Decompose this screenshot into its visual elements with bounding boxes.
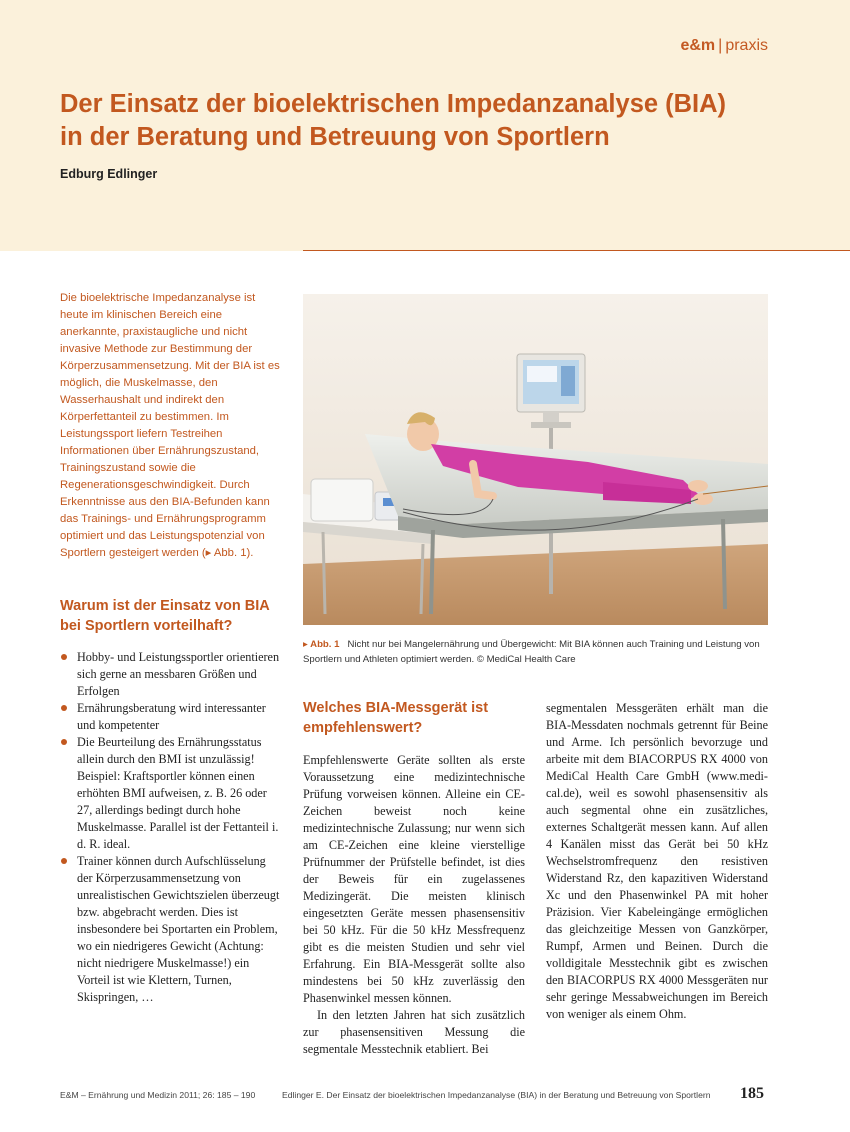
caption-text: Nicht nur bei Mangelernährung und Übergewicht: Mit BIA können auch Training und Leistung von Sportlern und Athleten optimiert werden. © MediCal Health Care <box>303 639 760 665</box>
section-heading-which-device: Welches BIA-Messgerät ist empfehlenswert? <box>303 700 489 736</box>
figure-caption <box>303 637 773 667</box>
middle-column-text <box>303 752 525 1058</box>
page-number: 185 <box>740 1085 764 1102</box>
header-rule <box>303 250 850 251</box>
author: Edburg Edlinger <box>60 167 158 181</box>
bullet-icon <box>61 654 67 660</box>
paragraph: Empfehlenswerte Geräte sollten als erste Voraussetzung eine medizintechnische Prüfung vorweisen können. Alleine ein CE-Zeichen beweist noch keine medizintechnische Zulassung; nur wenn sich am CE-Zeichen eine kleine vierstellige Prüfnummer der Prüfstelle befindet, ist dies der Beweis für ein zugelassenes Medizingerät. Die meisten klinisch eingesetzten Geräte messen phasensensitiv bei 50 kHz. Für die 50 kHz Messfrequenz gibt es die meisten Studien und sehr viel Erfahrung. Ein BIA-Messgerät sollte also mindestens bei 50 kHz zuverlässig den Phasenwinkel messen können. <box>303 753 525 1005</box>
figure-photo <box>303 294 768 625</box>
list-item: Die Beurteilung des Ernährungsstatus allein durch den BMI ist unzulässig! Beispiel: Kraftsportler können einen erhöhten BMI aufweisen, z. B. 26 oder 27, allerdings bedingt durch hohe Muskelmasse. Parallel ist der Fettanteil i. d. R. ideal. <box>60 734 282 853</box>
list-item: Trainer können durch Aufschlüsselung der Körperzusammensetzung von unrealistischen Gewichtszielen überzeugt bzw. abgebracht werden. Dies ist insbesondere bei Sportarten ein Problem, wo ein niedrigeres Gewicht (Achtung: nicht niedrigere Muskelmasse!) ein Vorteil ist wie Klettern, Turnen, Skispringen, … <box>60 853 282 1006</box>
figure-label: ▸ Abb. 1 <box>303 639 340 650</box>
bullet-icon <box>61 705 67 711</box>
right-column-text <box>546 700 768 1023</box>
paragraph: In den letzten Jahren hat sich zusätzlich zur phasensensitiven Messung die segmentale Messtechnik etabliert. Bei <box>303 1008 525 1056</box>
list-item: Hobby- und Leistungssportler orientieren sich gerne an messbaren Größen und Erfolgen <box>60 649 282 700</box>
list-item: Ernährungsberatung wird interessanter und kompetenter <box>60 700 282 734</box>
abstract: Die bioelektrische Impedanzanalyse ist heute im klinischen Bereich eine anerkannte, praxistaugliche und nicht invasive Methode zur Bestimmung der Körperzusammensetzung. Mit der BIA ist es möglich, die Muskelmasse, den Wasserhaushalt und indirekt den Körperfettanteil zu bestimmen. Im Leistungssport liefern Testreihen Informationen über Ernährungszustand, Trainingszustand sowie die Regenerationsgeschwindigkeit. Durch Erkenntnisse aus den BIA-Befunden kann das Trainings- und Ernährungsprogramm optimiert und das Leistungspotenzial von Sportlern gesteigert werden (▸ Abb. 1). <box>60 292 280 559</box>
section-heading-why-bia: Warum ist der Einsatz von BIA bei Sportlern vorteilhaft? <box>60 598 270 634</box>
bia-measurement-photo <box>303 294 768 625</box>
article-title <box>60 88 780 154</box>
tag-separator: | <box>718 37 723 54</box>
bullet-icon <box>61 739 67 745</box>
title-line-2: in der Beratung und Betreuung von Sportlern <box>60 123 610 151</box>
title-line-1: Der Einsatz der bioelektrischen Impedanzanalyse (BIA) <box>60 90 727 118</box>
advantages-list <box>60 649 282 1006</box>
journal-section-tag <box>680 37 768 55</box>
paragraph: segmentalen Messgeräten erhält man die BIA-Messdaten nochmals getrennt für Beine und Arme. Ich persönlich bevorzuge und arbeite mit dem BIACORPUS RX 4000 von MediCal Health Care GmbH (www.medi-cal.de), weil es sowohl phasensensitiv als auch segmental ohne ein zusätzliches, externes Schaltgerät messen kann. Auf allen 4 Kanälen misst das Gerät bei 50 kHz Wechselstromfrequenz den resistiven Widerstand Rz, den kapazitiven Widerstand Xc und den Phasenwinkel PA mit hoher Präzision. Vier Kabeleingänge ermöglichen das gleichzeitige Messen von Ganzkörper, Rumpf, Armen und Beinen. Durch die volldigitale Messtechnik gibt es zwischen den BIACORPUS RX 4000 Messgeräten nur sehr geringe Messabweichungen im Bereich von weniger als einem Ohm. <box>546 701 768 1021</box>
footer-citation: Edlinger E. Der Einsatz der bioelektrischen Impedanzanalyse (BIA) in der Beratung und Betreuung von Sportlern <box>282 1090 711 1100</box>
bullet-icon <box>61 858 67 864</box>
footer-journal: E&M – Ernährung und Medizin 2011; 26: 185 – 190 <box>60 1090 256 1100</box>
journal-section: praxis <box>725 37 768 54</box>
journal-brand: e&m <box>680 37 716 54</box>
